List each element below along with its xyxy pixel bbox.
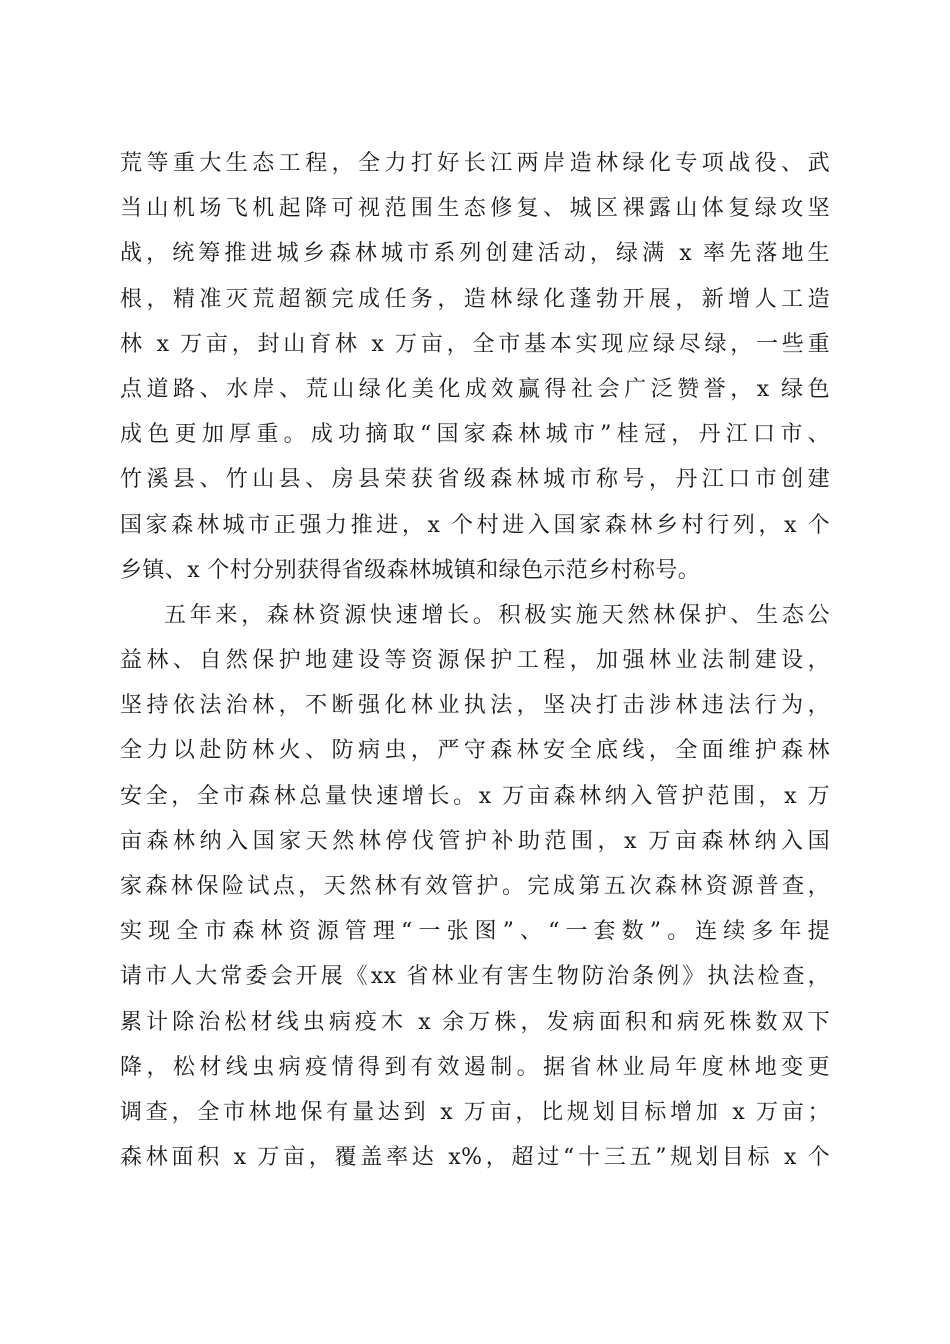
text-line: 安全，全市森林总量快速增长。x 万亩森林纳入管护范围，x 万 <box>120 783 830 809</box>
text-line: 坚持依法治林，不断强化林业执法，坚决打击涉林违法行为， <box>120 693 830 719</box>
text-line: 调查，全市林地保有量达到 x 万亩，比规划目标增加 x 万亩； <box>120 1099 830 1125</box>
text-line: 五年来，森林资源快速增长。积极实施天然林保护、生态公 <box>164 602 830 628</box>
text-line: 国家森林城市正强力推进，x 个村进入国家森林乡村行列，x 个 <box>120 512 830 538</box>
text-line: 全力以赴防林火、防病虫，严守森林安全底线，全面维护森林 <box>120 738 830 764</box>
text-line: 实现全市森林资源管理“一张图”、“一套数”。连续多年提 <box>120 919 830 945</box>
text-line: 竹溪县、竹山县、房县荣获省级森林城市称号，丹江口市创建 <box>120 467 830 493</box>
text-line: 荒等重大生态工程，全力打好长江两岸造林绿化专项战役、武 <box>120 151 830 176</box>
paragraph-forest-resources <box>120 593 830 1180</box>
text-line: 亩森林纳入国家天然林停伐管护补助范围，x 万亩森林纳入国 <box>120 828 830 854</box>
text-line: 当山机场飞机起降可视范围生态修复、城区裸露山体复绿攻坚 <box>120 196 830 222</box>
text-line: 累计除治松材线虫病疫木 x 余万株，发病面积和病死株数双下 <box>120 1009 830 1035</box>
text-line: 益林、自然保护地建设等资源保护工程，加强林业法制建设， <box>120 648 830 674</box>
text-line: 家森林保险试点，天然林有效管护。完成第五次森林资源普查， <box>120 874 830 899</box>
text-line: 森林面积 x 万亩，覆盖率达 x%，超过“十三五”规划目标 x 个 <box>120 1145 830 1171</box>
text-line: 根，精准灭荒超额完成任务，造林绿化蓬勃开展，新增人工造 <box>120 286 830 312</box>
paragraph-ecology-projects <box>120 141 830 593</box>
text-line: 战，统筹推进城乡森林城市系列创建活动，绿满 x 率先落地生 <box>120 241 830 267</box>
text-line: 请市人大常委会开展《xx 省林业有害生物防治条例》执法检查， <box>120 964 830 990</box>
body-text <box>120 141 830 1180</box>
text-line: 林 x 万亩，封山育林 x 万亩，全市基本实现应绿尽绿，一些重 <box>120 331 830 357</box>
text-line: 降，松材线虫病疫情得到有效遏制。据省林业局年度林地变更 <box>120 1054 830 1080</box>
text-line: 成色更加厚重。成功摘取“国家森林城市”桂冠，丹江口市、 <box>120 422 830 448</box>
text-line: 乡镇、x 个村分别获得省级森林城镇和绿色示范乡村称号。 <box>120 557 701 583</box>
text-line: 点道路、水岸、荒山绿化美化成效赢得社会广泛赞誉，x 绿色 <box>120 376 830 402</box>
